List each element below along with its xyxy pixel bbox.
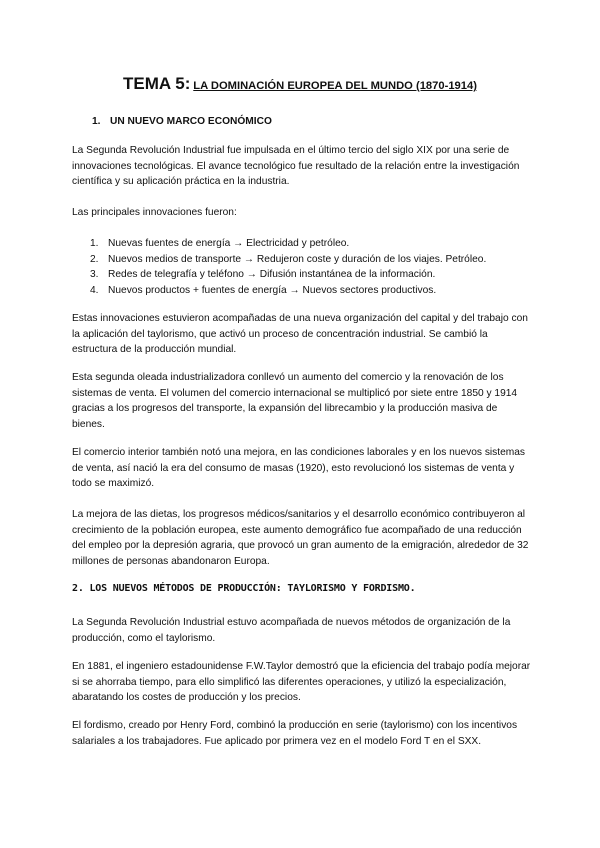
paragraph-8: En 1881, el ingeniero estadounidense F.W.Taylor demostró que la eficiencia del trabajo podía mejorar si se ahorraba tiempo, para ello simplificó las diferentes operaciones, y utilizó la especialización, abaratando los costes de producción y los precios.: [72, 661, 531, 703]
list-item: 3. Redes de telegrafía y teléfono → Difusión instantánea de la información.: [90, 269, 436, 280]
document-title: [0, 76, 600, 95]
section-1-number: 1.: [92, 116, 101, 127]
list-item: 2. Nuevos medios de transporte → Redujeron coste y duración de los viajes. Petróleo.: [90, 253, 487, 265]
innovations-list: [72, 236, 532, 298]
paragraph-2: Las principales innovaciones fueron:: [72, 207, 237, 218]
title-main: TEMA 5:: [123, 74, 191, 93]
title-subtitle: LA DOMINACIÓN EUROPEA DEL MUNDO (1870-1914): [193, 80, 477, 92]
paragraph-1: La Segunda Revolución Industrial fue impulsada en el último tercio del siglo XIX por una serie de innovaciones tecnológicas. El avance tecnológico fue resultado de la relación entre la investigación científica y su aplicación práctica en la industria.: [72, 145, 520, 187]
paragraph-9: El fordismo, creado por Henry Ford, combinó la producción en serie (taylorismo) con los incentivos salariales a los trabajadores. Fue aplicado por primera vez en el modelo Ford T en el SXX.: [72, 720, 518, 747]
section-1-title: UN NUEVO MARCO ECONÓMICO: [110, 116, 272, 127]
paragraph-3: Estas innovaciones estuvieron acompañadas de una nueva organización del capital y del trabajo con la aplicación del taylorismo, que activó un proceso de concentración industrial. Se cambió la estructura de la producción mundial.: [72, 313, 528, 355]
paragraph-4: Esta segunda oleada industrializadora conllevó un aumento del comercio y la renovación de los sistemas de venta. El volumen del comercio internacional se multiplicó por siete entre 1850 y 1914 gracias a los progresos del transporte, la expansión del librecambio y la producción masiva de bienes.: [72, 372, 518, 430]
list-item: 1. Nuevas fuentes de energía → Electricidad y petróleo.: [90, 238, 350, 249]
section-2-heading: 2. LOS NUEVOS MÉTODOS DE PRODUCCIÓN: TAYLORISMO Y FORDISMO.: [72, 583, 416, 594]
list-item: 4. Nuevos productos + fuentes de energía → Nuevos sectores productivos.: [90, 284, 437, 296]
paragraph-7: La Segunda Revolución Industrial estuvo acompañada de nuevos métodos de organización de la producción, como el taylorismo.: [72, 617, 511, 644]
paragraph-5: El comercio interior también notó una mejora, en las condiciones laborales y en los nuevos sistemas de venta, así nació la era del consumo de masas (1920), esto revolucionó los sistemas de venta y todo se maximizó.: [72, 447, 526, 489]
section-1-heading: [92, 114, 272, 130]
paragraph-6: La mejora de las dietas, los progresos médicos/sanitarios y el desarrollo económico contribuyeron al crecimiento de la población europea, este aumento demográfico fue acompañado de una reducción del empleo por la depresión agraria, que provocó un gran aumento de la emigración, alrededor de 32 millones de personas abandonaron Europa.: [72, 509, 529, 567]
